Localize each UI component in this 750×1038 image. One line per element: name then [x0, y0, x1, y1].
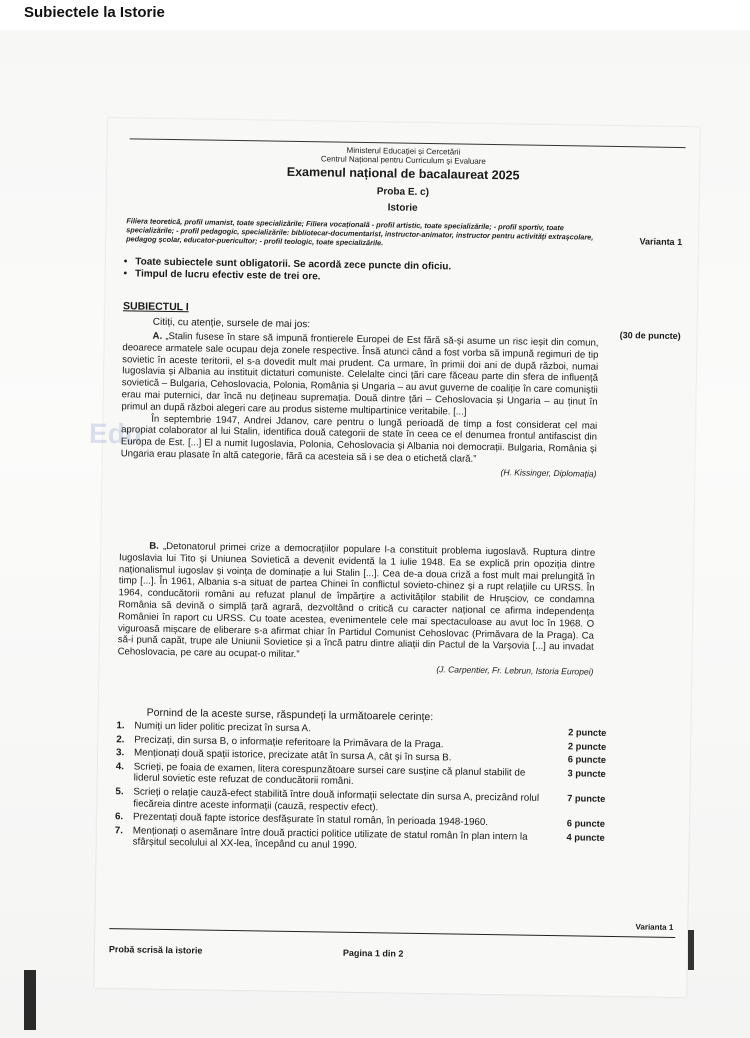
source-a-paragraph-1	[121, 330, 598, 420]
rule-item: • Timpul de lucru efectiv este de trei ore.	[123, 268, 451, 285]
source-a-label: A.	[152, 330, 163, 342]
requirement-points: 6 puncte	[566, 818, 606, 830]
photo-edge-shadow	[24, 970, 36, 1030]
requirements-list	[115, 720, 607, 858]
requirement-number: 3.	[115, 747, 125, 759]
instruction-text: Citiți, cu atenție, sursele de mai jos:	[152, 316, 311, 331]
requirement-number: 2.	[116, 733, 125, 745]
ministry-line-2: Centrul Național pentru Curriculum și Evaluare	[320, 154, 486, 166]
source-b-label: B.	[149, 540, 159, 552]
app-title: Subiectele la Istorie	[24, 4, 165, 21]
proba-label: Proba E. c)	[376, 186, 430, 199]
requirement-text: Precizați, din sursa B, o informație referitoare la Primăvara de la Praga.	[134, 734, 444, 750]
requirement-points: 3 puncte	[567, 768, 606, 779]
requirement-points: 2 puncte	[567, 740, 607, 752]
requirement-item	[115, 825, 605, 856]
requirement-number: 7.	[114, 824, 124, 837]
requirement-points: 6 puncte	[567, 754, 607, 766]
footer-variant: Varianta 1	[635, 922, 674, 932]
source-b-paragraph-1	[118, 540, 596, 665]
rule-item: • Toate subiectele sunt obligatorii. Se acordă zece puncte din oficiu.	[124, 256, 452, 273]
requirement-text: Prezentați două fapte istorice desfășurate în statul român, în perioada 1948-1960.	[132, 811, 489, 829]
requirement-text: Menționați o asemănare între două practici politice utilizate de statul român în plan intern la sfârșitul secolului al XX-lea, începând cu anul 1990.	[132, 825, 528, 852]
source-a	[120, 330, 598, 480]
requirements-intro: Pornind de la aceste surse, răspundeți la următoarele cerințe:	[146, 706, 434, 724]
footer-rule	[109, 928, 675, 938]
ministry-line-1: Ministerul Educației și Cercetării	[346, 145, 461, 157]
source-b	[117, 540, 595, 678]
source-b-citation: (J. Carpentier, Fr. Lebrun, Istoria Europei)	[436, 664, 594, 677]
section-title: SUBIECTUL I	[122, 300, 189, 314]
requirement-text: Scrieți, pe foaia de examen, litera corespunzătoare sursei care susține că planul stabilit de liderul sovietic este refuzat de conducătorii români.	[133, 761, 526, 788]
requirement-text: Scrieți o relație cauză-efect stabilită între două informații selectate din sursa A, precizând rolul fiecăreia dintre aceste informații (cauză, respectiv efect).	[133, 786, 540, 813]
requirement-text: Menționați două spații istorice, precizate atât în sursa A, cât și în sursa B.	[133, 747, 452, 764]
filiera-text: Filiera teoretică, profil umanist, toate specializările; Filiera vocațională - profil artistic, toate specializările; - profil sportiv, toate specializările; - profil pedagogic, specializările: bibliotecar-documentarist, instructor-animator, instructor pentru activități extrașcolare, pedagog școlar, educator-puericultor; - profil teologic, toate specializările.	[126, 216, 594, 248]
watermark: Edu	[88, 417, 143, 450]
requirement-number: 6.	[114, 811, 124, 823]
requirement-number: 1.	[116, 720, 125, 732]
subject-label: Istorie	[387, 202, 418, 214]
photo-edge-shadow-right	[688, 930, 694, 970]
source-a-paragraph-2: În septembrie 1947, Andrei Jdanov, care pentru o lungă perioadă de timp a fost considerat cel mai apropiat colaborator al lui Stalin, identifica două categorii de state în ceea ce el denumea frontul antifascist din Europa de Est. [...] El a numit Iugoslavia, Polonia, Cehoslovacia și Albania noi democrații. Bulgaria, România și Ungaria erau plasate în altă categorie, fără ca acesteia să i se dea o etichetă clară.”	[120, 413, 598, 465]
variant-label: Varianta 1	[639, 236, 683, 248]
section-points: (30 de puncte)	[619, 330, 681, 342]
source-a-citation: (H. Kissinger, Diplomația)	[500, 466, 597, 479]
top-bar	[0, 0, 750, 30]
requirement-number: 4.	[115, 760, 125, 773]
requirement-points: 2 puncte	[568, 727, 607, 738]
rules-list	[123, 256, 451, 285]
requirement-points: 7 puncte	[567, 793, 606, 804]
exam-page	[88, 118, 700, 997]
requirement-points: 4 puncte	[566, 832, 605, 843]
source-a-text-1: „Stalin fusese în stare să impună frontierele Europei de Est fără să-și asume un risc ieșit din comun, deoarece armatele sale ocupau deja zonele respective. Însă atunci când a fost vorba să impună regimuri de tip sovietic în aceste teritorii, el s-a dovedit mult mai prudent. Ca urmare, în primii doi ani de după război, numai Iugoslavia și Albania au instituit dictaturi comuniste. Celelalte cinci țări care făceau parte din sfera de influență sovietică – Bulgaria, Cehoslovacia, Polonia, România și Ungaria – au avut guverne de coaliție în care comuniștii erau mai puternici, dar încă nu dețineau supremația. Două dintre țări – Cehoslovacia și Ungaria – au ținut în primul an după război alegeri care au produs sisteme multipartinice veritabile. [...]	[121, 330, 599, 418]
footer-exam-label: Probă scrisă la istorie	[108, 944, 203, 956]
requirement-number: 5.	[115, 786, 124, 798]
source-b-text-1: „Detonatorul primei crize a democrațiilor populare l-a constituit problema iugoslavă. Ruptura dintre Iugoslavia lui Tito și Uniunea Sovietică a devenit evidentă la 1 iulie 1948. Ea se explică prin opoziția dintre naționalismul iugoslav și voința de dominație a lui Stalin [...]. Cea de-a doua criză a fost mult mai prelungită în timp [...]. În 1961, Albania s-a situat de partea Chinei în conflictul sovieto-chinez și a rupt relațiile cu URSS. În 1964, conducătorii români au refuzat planul de împărțire a activităților stabilit de Hrușciov, ce condamna România să devină o simplă țară agrară, dezvoltând o critică cu caracter național ce afirma independența României în raport cu URSS. Cu toate acestea, evenimentele cele mai spectaculoase au avut loc în 1968. O viguroasă mișcare de eliberare s-a afirmat chiar în Partidul Comunist Cehoslovac (Primăvara de la Praga). Ca să-i pună capăt, trupe ale Uniunii Sovietice și a încă patru dintre aliații din Pactul de la Varșovia [...] au invadat Cehoslovacia, pe care au ocupat-o militar.”	[117, 540, 596, 661]
page-number: Pagina 1 din 2	[342, 947, 404, 959]
exam-title: Examenul național de bacalaureat 2025	[286, 164, 520, 183]
requirement-text: Numiți un lider politic precizat în sursa A.	[134, 720, 311, 735]
